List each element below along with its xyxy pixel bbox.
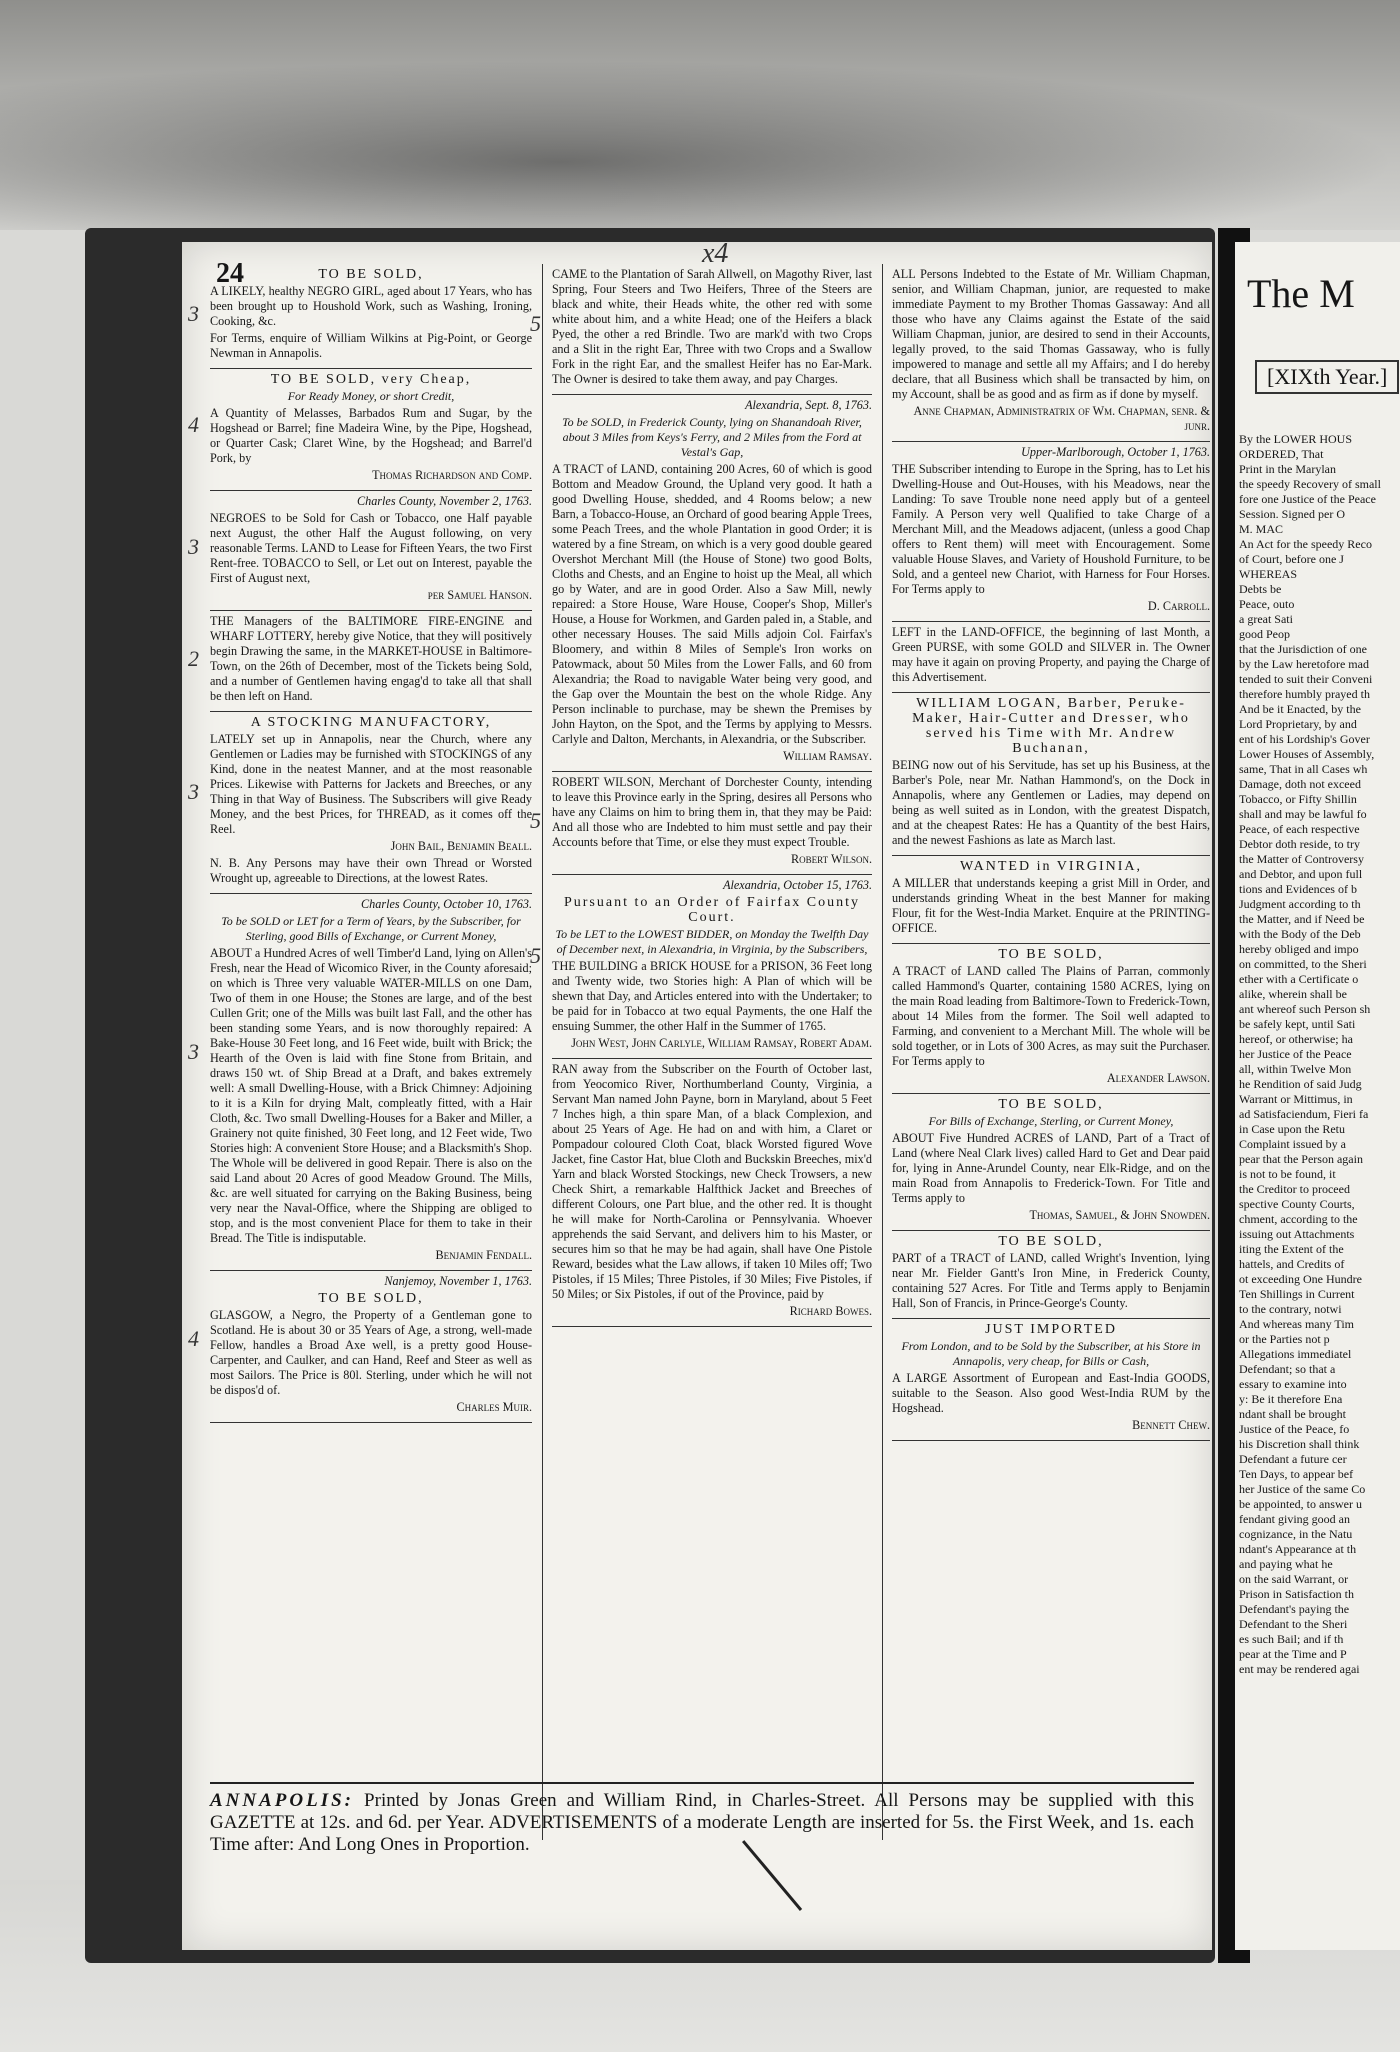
advertisement — [530, 264, 872, 395]
ad-body: A LIKELY, healthy NEGRO GIRL, aged about 17 Years, who has been brought up to Houshold Work, such as Washing, Ironing, Cooking, &c. — [210, 284, 532, 328]
facing-page-line: on the said Warrant, or — [1239, 1572, 1349, 1586]
facing-page-line: ent may be rendered agai — [1239, 1662, 1360, 1676]
facing-page-line: Defendant to the Sheri — [1239, 1617, 1348, 1631]
facing-page-line: his Discretion shall think — [1239, 1437, 1360, 1451]
facing-page-line: ant whereof such Person sh — [1239, 1002, 1371, 1016]
facing-page-line: same, That in all Cases wh — [1239, 762, 1368, 776]
ad-subheading: To be SOLD, in Frederick County, lying on Shanandoah River, about 3 Miles from Keys's Ferry, and 2 Miles from the Ford at Vestal's Gap, — [562, 415, 862, 459]
ad-signature: per Samuel Hanson. — [427, 588, 532, 602]
facing-page-line: Defendant's paying the — [1239, 1602, 1350, 1616]
ad-subheading: To be SOLD or LET for a Term of Years, by the Subscriber, for Sterling, good Bills of Exchange, or Current Money, — [221, 914, 521, 943]
advertisement — [188, 894, 532, 1271]
ad-body: PART of a TRACT of LAND, called Wright's Invention, lying near Mr. Fielder Gantt's Iron Mine, in Frederick County, containing 527 Acres. For Title and Terms apply to Benjamin Hall, Son of Francis, in Prince-George's County. — [892, 1251, 1210, 1310]
ad-heading: TO BE SOLD, very Cheap, — [270, 372, 472, 387]
ad-date: Alexandria, Sept. 8, 1763. — [745, 398, 872, 412]
ad-body: RAN away from the Subscriber on the Fourth of October last, from Yeocomico River, Northumberland County, Virginia, a Servant Man named John Payne, born in Maryland, about 5 Feet 7 Inches high, a thin spare Man, of a black Complexion, and about 25 Years of Age. He had on and with him, a Claret or Pompadour coloured Cloth Coat, black Worsted figured Wove Jacket, fine Castor Hat, blue Cloth and Buckskin Breeches, mix'd Yarn and black Worsted Stockings, new Check Trowsers, a new Check Shirt, a remarkable Halfthick Jacket and Breeches of different Colours, one Part blue, and the other red. It is thought he will make for North-Carolina or Pennsylvania. Whoever apprehends the said Servant, and delivers him to his Master, or secures him so that he may be had again, shall have One Pistole Reward, besides what the Law allows, if taken 10 Miles off; Two Pistoles, if 15 Miles; Three Pistoles, if 30 Miles; Five Pistoles, if 50 Miles; or Six Pistoles, if out of the Province, paid by — [552, 1062, 872, 1301]
facing-page-line: ORDERED, That — [1239, 447, 1324, 461]
ad-body: ABOUT Five Hundred ACRES of LAND, Part of a Tract of Land (where Neal Clark lives) called Hard to Get and Dear paid for, lying in Anne-Arundel County, near Elk-Ridge, and on the main Road from Annapolis to Frederick-Town. For Title and Terms apply to — [892, 1131, 1210, 1205]
ad-body: A MILLER that understands keeping a grist Mill in Order, and understands grinding Wheat in the best Manner for making Flour, fit for the West-India Market. Enquire at the PRINTING-OFFICE. — [892, 876, 1210, 935]
facing-page-line: pear at the Time and P — [1239, 1647, 1347, 1661]
handwritten-number: 3 — [188, 1039, 199, 1065]
imprint — [210, 1782, 1194, 1856]
facing-page-line: Ten Shillings in Current — [1239, 1287, 1355, 1301]
facing-page-line: es such Bail; and if th — [1239, 1632, 1344, 1646]
background-shadow — [0, 60, 1400, 230]
facing-page-line: Judgment according to th — [1239, 897, 1361, 911]
ad-signature: Richard Bowes. — [789, 1304, 872, 1318]
facing-page-line: Peace, of each respective — [1239, 822, 1360, 836]
facing-page-line: Damage, doth not exceed — [1239, 777, 1361, 791]
handwritten-number: 5 — [530, 807, 541, 833]
ad-heading: WILLIAM LOGAN, Barber, Peruke-Maker, Hair-Cutter and Dresser, who served his Time with Mr. Andrew Buchanan, — [912, 696, 1190, 756]
facing-page-line: hereof, or otherwise; ha — [1239, 1032, 1353, 1046]
facing-page-line: cognizance, in the Natu — [1239, 1527, 1353, 1541]
facing-page-line: And whereas many Tim — [1239, 1317, 1354, 1331]
facing-page-line: By the LOWER HOUS — [1239, 432, 1352, 446]
ad-body: A Quantity of Melasses, Barbados Rum and Sugar, by the Hogshead or Barrel; fine Madeira Wine, by the Pipe, Hogshead, or Quarter Cask; Claret Wine, by the Hogshead; and Barrel'd Pork, by — [210, 406, 532, 465]
ad-heading: TO BE SOLD, — [998, 1234, 1104, 1249]
ad-subheading: To be LET to the LOWEST BIDDER, on Monday the Twelfth Day of December next, in Alexandria, in Virginia, by the Subscribers, — [555, 927, 869, 956]
handwritten-number: 5 — [530, 311, 541, 336]
facing-page-line: Ten Days, to appear bef — [1239, 1467, 1354, 1481]
advertisement — [892, 622, 1210, 693]
ad-heading: Pursuant to an Order of Fairfax County Court. — [563, 895, 861, 925]
ad-date: Alexandria, October 15, 1763. — [723, 878, 872, 892]
advertisement — [530, 875, 872, 1059]
handwritten-number: 4 — [188, 1326, 199, 1352]
ad-subheading: For Bills of Exchange, Sterling, or Current Money, — [928, 1114, 1174, 1128]
ad-body: ALL Persons Indebted to the Estate of Mr. William Chapman, senior, and William Chapman, junior, are requested to make immediate Payment to my Brother Thomas Gassaway: And all those who have any Claims against the Estate of the said William Chapman, junior, are desired to send in their Accounts, legally proved, to the said Thomas Gassaway, who is fully impowered to manage and settle all my Affairs; and I do hereby declare, that all Business which shall be transacted by him, on my Account, shall be as good and as firm as if done by myself. — [892, 267, 1210, 401]
facing-page-line: ot exceeding One Hundre — [1239, 1272, 1362, 1286]
advertisement — [188, 712, 532, 894]
ad-body: ROBERT WILSON, Merchant of Dorchester County, intending to leave this Province early in the Spring, desires all Persons who have any Claims on him to bring them in, that they may be Paid: And all those who are Indebted to him must settle and pay their Accounts before that Time, or else they must expect Trouble. — [552, 775, 872, 849]
handwritten-number: 2 — [188, 646, 199, 671]
advertisement — [188, 1271, 532, 1423]
facing-page-line: Tobacco, or Fifty Shillin — [1239, 792, 1357, 806]
facing-page-line: Prison in Satisfaction th — [1239, 1587, 1354, 1601]
ad-signature: William Ramsay. — [783, 749, 872, 763]
newspaper-page — [182, 242, 1212, 1950]
facing-page-line: Warrant or Mittimus, in — [1239, 1092, 1353, 1106]
facing-page-line: the speedy Recovery of small — [1239, 477, 1381, 491]
advertisement — [188, 611, 532, 712]
facing-page-line: y: Be it therefore Ena — [1239, 1392, 1343, 1406]
facing-page-line: be safely kept, until Sati — [1239, 1017, 1356, 1031]
ad-body: LATELY set up in Annapolis, near the Church, where any Gentlemen or Ladies may be furnished with STOCKINGS of any Kind, done in the neatest Manner, and at the most reasonable Prices. Likewise with Patterns for Jackets and Breeches, or any Thing in that Way of Business. The Subscribers will give Ready Money, and the best Prices, for THREAD, as it comes off the Reel. — [210, 732, 532, 836]
facing-page-line: is not to be found, it — [1239, 1167, 1336, 1181]
facing-page-line: a great Sati — [1239, 612, 1293, 626]
facing-page-line: good Peop — [1239, 627, 1290, 641]
advertisement — [188, 491, 532, 611]
ad-body: LEFT in the LAND-OFFICE, the beginning of last Month, a Green PURSE, with some GOLD and SILVER in. The Owner may have it again on proving Property, and paying the Charge of this Advertisement. — [892, 625, 1210, 684]
facing-page-line: by the Law heretofore mad — [1239, 657, 1369, 671]
facing-page-line: Complaint issued by a — [1239, 1137, 1346, 1151]
ad-date: Charles County, October 10, 1763. — [361, 897, 532, 911]
column-rule — [882, 264, 883, 1840]
facing-page-line: or the Parties not p — [1239, 1332, 1330, 1346]
ad-body: ABOUT a Hundred Acres of well Timber'd Land, lying on Allen's Fresh, near the Head of Wicomico River, in the County aforesaid; on which is Three very valuable WATER-MILLS on one Dam, Two of them in one House; the Stones are large, and of the best Cullen Grit; one of the Mills was built last Fall, and the other has been standing some Years, and is now thoroughly repaired: A Bake-House 30 Feet long, and 16 Feet wide, built with Brick; the Hearth of the Oven is laid with fine Stone from Britain, and draws 150 wt. of Ship Bread at a Draft, and bakes extremely well: A small Dwelling-House, with a Brick Chimney: Adjoining to it is a Kiln for drying Malt, compleatly fitted, with a Hair Cloth, &c. Two small Dwelling-Houses for a Baker and Miller, a Grainery not quite finished, 30 Feet long, and 12 Feet wide, Two Stories high: A convenient Store House; and a Blacksmith's Shop. The Whole will be delivered in good Repair. There is also on the said Land about 20 Acres of good Meadow Ground. The Mills, &c. are well situated for carrying on the Baking Business, being very near the Naval-Office, where the Shipping are obliged to stop, and is the most convenient Place for them to take in their Bread. The Title is indisputable. — [210, 946, 532, 1245]
facing-page-line: essary to examine into — [1239, 1377, 1347, 1391]
facing-page-line: to the contrary, notwi — [1239, 1302, 1342, 1316]
ad-signature: Thomas, Samuel, & John Snowden. — [1029, 1208, 1210, 1222]
facing-page-line: that the Jurisdiction of one — [1239, 642, 1367, 656]
facing-page-line: with the Body of the Deb — [1239, 927, 1361, 941]
advertisement — [892, 1094, 1210, 1231]
facing-page-line: of Court, before one J — [1239, 552, 1344, 566]
ad-body: A LARGE Assortment of European and East-India GOODS, suitable to the Season. Also good West-India RUM by the Hogshead. — [892, 1371, 1210, 1415]
handwritten-mark: x4 — [702, 242, 729, 269]
page-number: 24 — [216, 258, 244, 289]
handwritten-number: 3 — [188, 779, 199, 805]
facing-page-line: hereby obliged and impo — [1239, 942, 1359, 956]
facing-page-line: WHEREAS — [1239, 567, 1297, 581]
facing-page-line: pear that the Person again — [1239, 1152, 1363, 1166]
ad-body: A TRACT of LAND called The Plains of Parran, commonly called Hammond's Quarter, containing 1580 ACRES, lying on the main Road leading from Baltimore-Town to Frederick-Town, about 14 Miles from the former. The Soil well adapted to Farming, and convenient to a Merchant Mill. The whole will be sold together, or in Lots of 300 Acres, as may suit the Purchaser. For Terms apply to — [892, 964, 1210, 1068]
facing-page-line: chment, according to the — [1239, 1212, 1358, 1226]
ad-signature: D. Carroll. — [1147, 599, 1210, 613]
facing-page — [1235, 242, 1400, 1950]
facing-page-line: ether with a Certificate o — [1239, 972, 1359, 986]
imprint-city: ANNAPOLIS: — [210, 1790, 355, 1811]
facing-page-line: Print in the Marylan — [1239, 462, 1336, 476]
advertisement — [892, 856, 1210, 944]
facing-page-line: her Justice of the same Co — [1239, 1482, 1366, 1496]
facing-page-line: ent of his Lordship's Gover — [1239, 732, 1370, 746]
facing-page-line: all, within Twelve Mon — [1239, 1062, 1352, 1076]
ad-heading: TO BE SOLD, — [998, 1097, 1104, 1112]
ad-date: Nanjemoy, November 1, 1763. — [384, 1274, 532, 1288]
ad-signature: Bennett Chew. — [1132, 1418, 1210, 1432]
facing-page-line: the Creditor to proceed — [1239, 1182, 1350, 1196]
advertisement — [188, 369, 532, 491]
ad-body: CAME to the Plantation of Sarah Allwell, on Magothy River, last Spring, Four Steers and Two Heifers, Three of the Steers are black and white, their Heads white, the other red with some white about him, and a white Head; one of the Heifers a black Pyed, the other a red Brindle. Two are mark'd with two Crops and a Slit in the right Ear, Three with two Crops and a Swallow Fork in the right Ear, and the smallest Heifer has no Ear-Mark. The Owner is desired to take them away, and pay Charges. — [552, 267, 872, 386]
advertisement — [892, 693, 1210, 856]
ad-body: BEING now out of his Servitude, has set up his Business, at the Barber's Pole, near Mr. Nathan Hammond's, on the Dock in Annapolis, where any Gentlemen or Ladies, may depend on being as well suited as in London, with the greatest Dispatch, and at the cheapest Rates: He has a Quantity of the best Hairs, and the newest Fashions as late as March last. — [892, 758, 1210, 847]
facing-page-line: Defendant a future cer — [1239, 1452, 1347, 1466]
facing-page-line: An Act for the speedy Reco — [1239, 537, 1372, 551]
ad-signature: John West, John Carlyle, William Ramsay, Robert Adam. — [571, 1036, 872, 1050]
handwritten-number: 5 — [530, 943, 541, 969]
ad-body: THE BUILDING a BRICK HOUSE for a PRISON, 36 Feet long and Twenty wide, two Stories high: A Plan of which will be shewn that Day, and Articles entered into with the Undertaker; to be paid for in Tobacco at two equal Payments, the one Half the ensuing Summer, the other Half in the Summer of 1765. — [552, 959, 872, 1033]
handwritten-number: 3 — [188, 533, 199, 559]
advertisement — [892, 442, 1210, 622]
facing-page-line: Defendant; so that a — [1239, 1362, 1336, 1376]
facing-page-line: Debtor doth reside, to try — [1239, 837, 1360, 851]
ad-signature: John Bail, Benjamin Beall. — [390, 839, 532, 853]
facing-page-line: Peace, outo — [1239, 597, 1295, 611]
ad-date: Charles County, November 2, 1763. — [356, 494, 532, 508]
imprint-text: Printed by Jonas Green and William Rind, in Charles-Street. All Persons may be supplied with this GAZETTE at 12s. and 6d. per Year. ADVERTISEMENTS of a moderate Length are inserted for 5s. the First Week, and 1s. each Time after: And Long Ones in Proportion. — [210, 1790, 1194, 1855]
ad-body: THE Subscriber intending to Europe in the Spring, has to Let his Dwelling-House and Out-Houses, with his Meadows, near the Landing: To save Trouble none need apply but of a genteel Family. A Person very well Qualified to take Charge of a Merchant Mill, and the Meadows adjacent, (unless a good Chap offers to Rent them) will meet with Encouragement. Some valuable House Slaves, and Variety of Houshold Furniture, to be Sold, and a genteel new Chariot, with Harness for Four Horses. For Terms apply to — [892, 462, 1210, 596]
advertisement — [530, 772, 872, 875]
facing-page-line: Lower Houses of Assembly, — [1239, 747, 1375, 761]
ad-signature: Benjamin Fendall. — [435, 1248, 532, 1262]
facing-page-line: Allegations immediatel — [1239, 1347, 1352, 1361]
ad-subheading: From London, and to be Sold by the Subscriber, at his Store in Annapolis, very cheap, for Bills or Cash, — [901, 1339, 1201, 1368]
ad-signature: Robert Wilson. — [791, 852, 872, 866]
facing-page-line: her Justice of the Peace — [1239, 1047, 1352, 1061]
facing-page-line: tions and Evidences of b — [1239, 882, 1357, 896]
facing-page-line: on committed, to the Sheri — [1239, 957, 1367, 971]
facing-page-line: fendant giving good an — [1239, 1512, 1350, 1526]
facing-page-line: iting the Extent of the — [1239, 1242, 1344, 1256]
ad-signature: Thomas Richardson and Comp. — [372, 468, 532, 482]
handwritten-number: 4 — [188, 412, 199, 438]
facing-page-line: Justice of the Peace, fo — [1239, 1422, 1350, 1436]
advertisement — [552, 1059, 872, 1327]
ad-subheading: For Ready Money, or short Credit, — [287, 389, 455, 403]
facing-page-line: And be it Enacted, by the — [1239, 702, 1361, 716]
facing-page-line: ndant shall be brought — [1239, 1407, 1346, 1421]
facing-page-line: and Debtor, and upon full — [1239, 867, 1363, 881]
facing-page-text — [1239, 432, 1399, 1677]
facing-page-line: M. MAC — [1239, 522, 1284, 536]
facing-page-line: ndant's Appearance at th — [1239, 1542, 1357, 1556]
facing-page-line: shall and may be lawful fo — [1239, 807, 1367, 821]
ad-note: For Terms, enquire of William Wilkins at Pig-Point, or George Newman in Annapolis. — [210, 331, 532, 360]
facing-page-line: therefore humbly prayed th — [1239, 687, 1370, 701]
ad-body: A TRACT of LAND, containing 200 Acres, 60 of which is good Bottom and Meadow Ground, the Upland very good. It hath a good Dwelling House, shedded, and 4 Rooms below; a new Barn, a Tobacco-House, an Orchard of good bearing Apple Trees, some Peach Trees, and the whole Plantation in good Order; it is watered by a fine Stream, on which is a very good double geared Overshot Merchant Mill (the House of Stone) two good Bolts, Cloths and Chests, and an Engine to hoist up the Meal, all which go by Water, and are in good Order. Also a Saw Mill, newly repaired: a Store House, Ware House, Cooper's Shop, Miller's House, a House for Workmen, and Garden paled in, a Stable, and other necessary Houses. The said Mills adjoin Col. Fairfax's Bloomery, and within 8 Miles of Semple's Iron works on Patowmack, about 50 Miles from the Lower Falls, and 60 from Alexandria; the Road to navigable Water being very good, and the Gap over the Mountain the best on the whole Ridge. Any Person inclinable to purchase, may be shewn the Premises by John Hayton, on the Spot, and the Terms by applying to Messrs. Carlyle and Dalton, Merchants, in Alexandria, or the Subscriber. — [552, 462, 872, 746]
masthead-title: The M — [1247, 271, 1355, 316]
ad-heading: TO BE SOLD, — [998, 947, 1104, 962]
advertisement — [552, 395, 872, 772]
facing-page-line: he Rendition of said Judg — [1239, 1077, 1362, 1091]
ad-body: GLASGOW, a Negro, the Property of a Gentleman gone to Scotland. He is about 30 or 35 Years of Age, a strong, well-made Fellow, handles a Broad Axe well, is a pretty good House-Carpenter, and Caulker, and can Hand, Reef and Steer as well as most Sailors. The Price is 80l. Sterling, under which he will not be dispos'd of. — [210, 1308, 532, 1397]
advertisement — [892, 264, 1210, 442]
facing-page-line: the Matter, and if Need be — [1239, 912, 1365, 926]
ad-note: N. B. Any Persons may have their own Thread or Worsted Wrought up, agreeable to Directions, at the lowest Rates. — [210, 856, 532, 885]
column-3 — [892, 264, 1210, 1441]
facing-page-line: alike, wherein shall be — [1239, 987, 1347, 1001]
ad-heading: TO BE SOLD, — [318, 1291, 424, 1306]
column-1 — [188, 264, 532, 1423]
ad-heading: WANTED in VIRGINIA, — [960, 859, 1142, 874]
ad-signature: Anne Chapman, Administratrix of Wm. Chapman, senr. & junr. — [913, 404, 1210, 433]
column-rule — [542, 264, 543, 1840]
facing-page-line: ad Satisfaciendum, Fieri fa — [1239, 1107, 1369, 1121]
column-2 — [530, 264, 872, 1327]
facing-page-line: Debts be — [1239, 582, 1282, 596]
facing-page-line: in Case upon the Retu — [1239, 1122, 1345, 1136]
ad-signature: Alexander Lawson. — [1106, 1071, 1210, 1085]
ad-body: NEGROES to be Sold for Cash or Tobacco, one Half payable next August, the other Half the August following, on very reasonable Terms. LAND to Lease for Fifteen Years, the two First Rent-free. TOBACCO to Sell, or Let out on Interest, payable the First of August next, — [210, 511, 532, 585]
ad-heading: A STOCKING MANUFACTORY, — [250, 715, 492, 730]
facing-page-line: hattels, and Credits of — [1239, 1257, 1345, 1271]
ad-date: Upper-Marlborough, October 1, 1763. — [1021, 445, 1210, 459]
facing-page-line: Session. Signed per O — [1239, 507, 1345, 521]
advertisement — [892, 944, 1210, 1094]
ad-body: THE Managers of the BALTIMORE FIRE-ENGINE and WHARF LOTTERY, hereby give Notice, that they will positively begin Drawing the same, in the MARKET-HOUSE in Baltimore-Town, on the 26th of December, most of the Tickets being Sold, and a number of Gentlemen having engag'd to take all that shall be then left on Hand. — [210, 614, 532, 703]
facing-page-line: tended to suit their Conveni — [1239, 672, 1373, 686]
advertisement — [892, 1319, 1210, 1441]
advertisement — [188, 264, 532, 369]
facing-page-line: and paying what he — [1239, 1557, 1333, 1571]
ad-heading: JUST IMPORTED — [985, 1322, 1117, 1337]
facing-page-line: spective County Courts, — [1239, 1197, 1355, 1211]
facing-page-line: issuing out Attachments — [1239, 1227, 1355, 1241]
ad-heading: TO BE SOLD, — [318, 267, 424, 282]
ad-signature: Charles Muir. — [456, 1400, 532, 1414]
facing-page-line: Lord Proprietary, by and — [1239, 717, 1357, 731]
advertisement — [892, 1231, 1210, 1319]
handwritten-number: 3 — [188, 300, 199, 326]
facing-page-line: the Matter of Controversy — [1239, 852, 1364, 866]
facing-page-line: fore one Justice of the Peace — [1239, 492, 1376, 506]
facing-page-line: be appointed, to answer u — [1239, 1497, 1362, 1511]
masthead-year: [XIXth Year.] — [1255, 360, 1399, 394]
